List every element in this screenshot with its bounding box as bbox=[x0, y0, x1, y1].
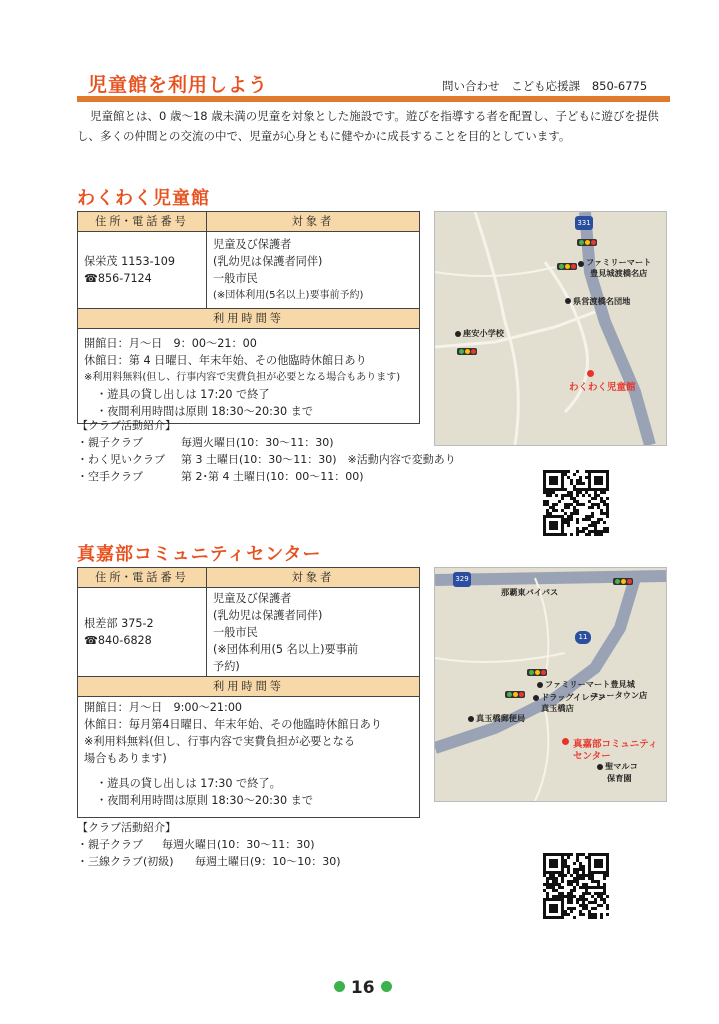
phone: ☎856-7124 bbox=[84, 272, 152, 285]
map-label: 豊見城渡橋名店 bbox=[590, 268, 648, 278]
hours-line: 場合もあります) bbox=[84, 752, 167, 765]
route-badge: 331 bbox=[575, 216, 593, 230]
contact-label: 問い合わせ bbox=[442, 79, 500, 93]
route-badge: 11 bbox=[575, 631, 591, 644]
target-header: 対象者 bbox=[207, 568, 420, 588]
hours-line: ※利用料無料(但し、行事内容で実費負担が必要となる bbox=[84, 735, 356, 748]
marker-icon bbox=[533, 695, 539, 701]
marker-icon bbox=[597, 764, 603, 770]
club-item: ・三線クラブ(初級) 毎週土曜日(9：10～10：30) bbox=[77, 855, 341, 868]
page-title: 児童館を利用しよう bbox=[88, 74, 269, 96]
address-header: 住所･電話番号 bbox=[78, 212, 207, 232]
club-item: ・親子クラブ 毎週火曜日(10：30～11：30) bbox=[77, 436, 334, 449]
hours-line: ・遊具の貸し出しは 17:30 で終了。 bbox=[96, 777, 281, 790]
map-label: ニュータウン店 bbox=[590, 690, 648, 700]
header-rule bbox=[77, 96, 670, 102]
map-label-facility: 真嘉部コミュニティ bbox=[573, 739, 658, 750]
map-label: ファミリーマート bbox=[586, 257, 652, 267]
facility-marker-icon bbox=[587, 370, 594, 377]
target-line: 一般市民 bbox=[213, 625, 258, 639]
map-label: 座安小学校 bbox=[463, 328, 504, 338]
facility2-clubs bbox=[77, 819, 341, 870]
target-cell bbox=[207, 588, 420, 677]
hours-line: 休館日：第 4 日曜日、年末年始、その他臨時休館日あり bbox=[84, 353, 367, 367]
target-line: 一般市民 bbox=[213, 272, 258, 285]
map-label: ドラッグイレブン bbox=[541, 692, 606, 702]
marker-icon bbox=[565, 298, 571, 304]
facility1-clubs bbox=[77, 417, 456, 485]
marker-icon bbox=[468, 716, 474, 722]
qr-code bbox=[543, 853, 609, 919]
marker-icon bbox=[578, 261, 584, 267]
map-label: 県営渡橋名団地 bbox=[573, 296, 631, 306]
traffic-light-icon bbox=[613, 578, 633, 585]
target-header: 対象者 bbox=[207, 212, 420, 232]
facility-marker-icon bbox=[562, 738, 569, 745]
hours-line: ・遊具の貸し出しは 17:20 で終了 bbox=[96, 387, 270, 401]
map-label-facility: センター bbox=[573, 751, 611, 762]
facility2-map bbox=[434, 567, 667, 802]
qr-code-icon bbox=[543, 853, 609, 919]
hours-line: ※利用料無料(但し、行事内容で実費負担が必要となる場合もあります) bbox=[84, 371, 401, 383]
club-item: ・親子クラブ 毎週火曜日(10：30～11：30) bbox=[77, 838, 315, 851]
page-number-text: 16 bbox=[350, 978, 375, 998]
target-line: 予約) bbox=[213, 659, 240, 673]
map-label: 那覇東バイパス bbox=[501, 587, 559, 597]
facility1-info-table bbox=[77, 211, 420, 424]
traffic-light-icon bbox=[577, 239, 597, 246]
target-line: (乳幼児は保護者同伴) bbox=[213, 255, 323, 268]
target-cell bbox=[207, 232, 420, 309]
hours-cell bbox=[78, 697, 420, 818]
hours-line: ・夜間利用時間は原則 18:30～20:30 まで bbox=[96, 794, 314, 807]
contact-dept: こども応援課 bbox=[511, 79, 581, 93]
target-line: (乳幼児は保護者同伴) bbox=[213, 608, 323, 622]
address-cell bbox=[78, 588, 207, 677]
address-header: 住所･電話番号 bbox=[78, 568, 207, 588]
target-line: (※団体利用(5名以上)要事前予約) bbox=[213, 290, 364, 301]
facility1-map bbox=[434, 211, 667, 446]
hours-cell bbox=[78, 329, 420, 424]
facility2-info-table bbox=[77, 567, 420, 818]
qr-code bbox=[543, 470, 609, 536]
address-cell bbox=[78, 232, 207, 309]
map-label: 真玉橋郵便局 bbox=[476, 713, 526, 723]
bullet-icon bbox=[381, 981, 392, 992]
map-label: 真玉橋店 bbox=[541, 703, 574, 713]
map-label: 聖マルコ bbox=[605, 761, 638, 771]
hours-line: 開館日：月～日 9:00～21:00 bbox=[84, 701, 243, 714]
club-item: ・空手クラブ 第 2･第 4 土曜日(10：00～11：00) bbox=[77, 470, 364, 483]
target-line: 児童及び保護者 bbox=[213, 238, 292, 251]
bullet-icon bbox=[334, 981, 345, 992]
traffic-light-icon bbox=[527, 669, 547, 676]
hours-line: 休館日：毎月第4日曜日、年末年始、その他臨時休館日あり bbox=[84, 718, 382, 731]
address: 根差部 375-2 bbox=[84, 617, 154, 630]
hours-header: 利用時間等 bbox=[78, 309, 420, 329]
marker-icon bbox=[537, 682, 543, 688]
route-badge: 329 bbox=[453, 572, 471, 587]
contact-info bbox=[442, 78, 647, 94]
facility2-title: 真嘉部コミュニティセンター bbox=[77, 544, 322, 565]
phone: ☎840-6828 bbox=[84, 634, 152, 647]
target-line: (※団体利用(5 名以上)要事前 bbox=[213, 642, 359, 656]
club-item: ・わく児いクラブ 第 3 土曜日(10：30～11：30) ※活動内容で変動あり bbox=[77, 453, 456, 466]
target-line: 児童及び保護者 bbox=[213, 591, 292, 605]
address: 保栄茂 1153-109 bbox=[84, 255, 175, 268]
traffic-light-icon bbox=[457, 348, 477, 355]
club-heading: 【クラブ活動紹介】 bbox=[77, 821, 176, 834]
contact-phone: 850-6775 bbox=[591, 79, 648, 93]
club-heading: 【クラブ活動紹介】 bbox=[77, 419, 176, 432]
facility1-title: わくわく児童館 bbox=[77, 188, 210, 209]
map-label: ファミリーマート豊見城 bbox=[545, 679, 635, 689]
qr-code-icon bbox=[543, 470, 609, 536]
hours-line: ・夜間利用時間は原則 18:30～20:30 まで bbox=[96, 404, 314, 418]
intro-text: 児童館とは、0 歳～18 歳未満の児童を対象とした施設です。遊びを指導する者を配置し、子どもに遊びを提供し、多くの仲間との交流の中で、児童が心身ともに健やかに成長することを目的としています。 bbox=[77, 109, 659, 143]
map-label-facility: わくわく児童館 bbox=[569, 382, 636, 393]
page-number bbox=[334, 978, 392, 998]
hours-header: 利用時間等 bbox=[78, 677, 420, 697]
traffic-light-icon bbox=[505, 691, 525, 698]
traffic-light-icon bbox=[557, 263, 577, 270]
marker-icon bbox=[455, 331, 461, 337]
map-label: 保育園 bbox=[607, 773, 632, 783]
hours-line: 開館日：月～日 9：00～21：00 bbox=[84, 336, 257, 350]
